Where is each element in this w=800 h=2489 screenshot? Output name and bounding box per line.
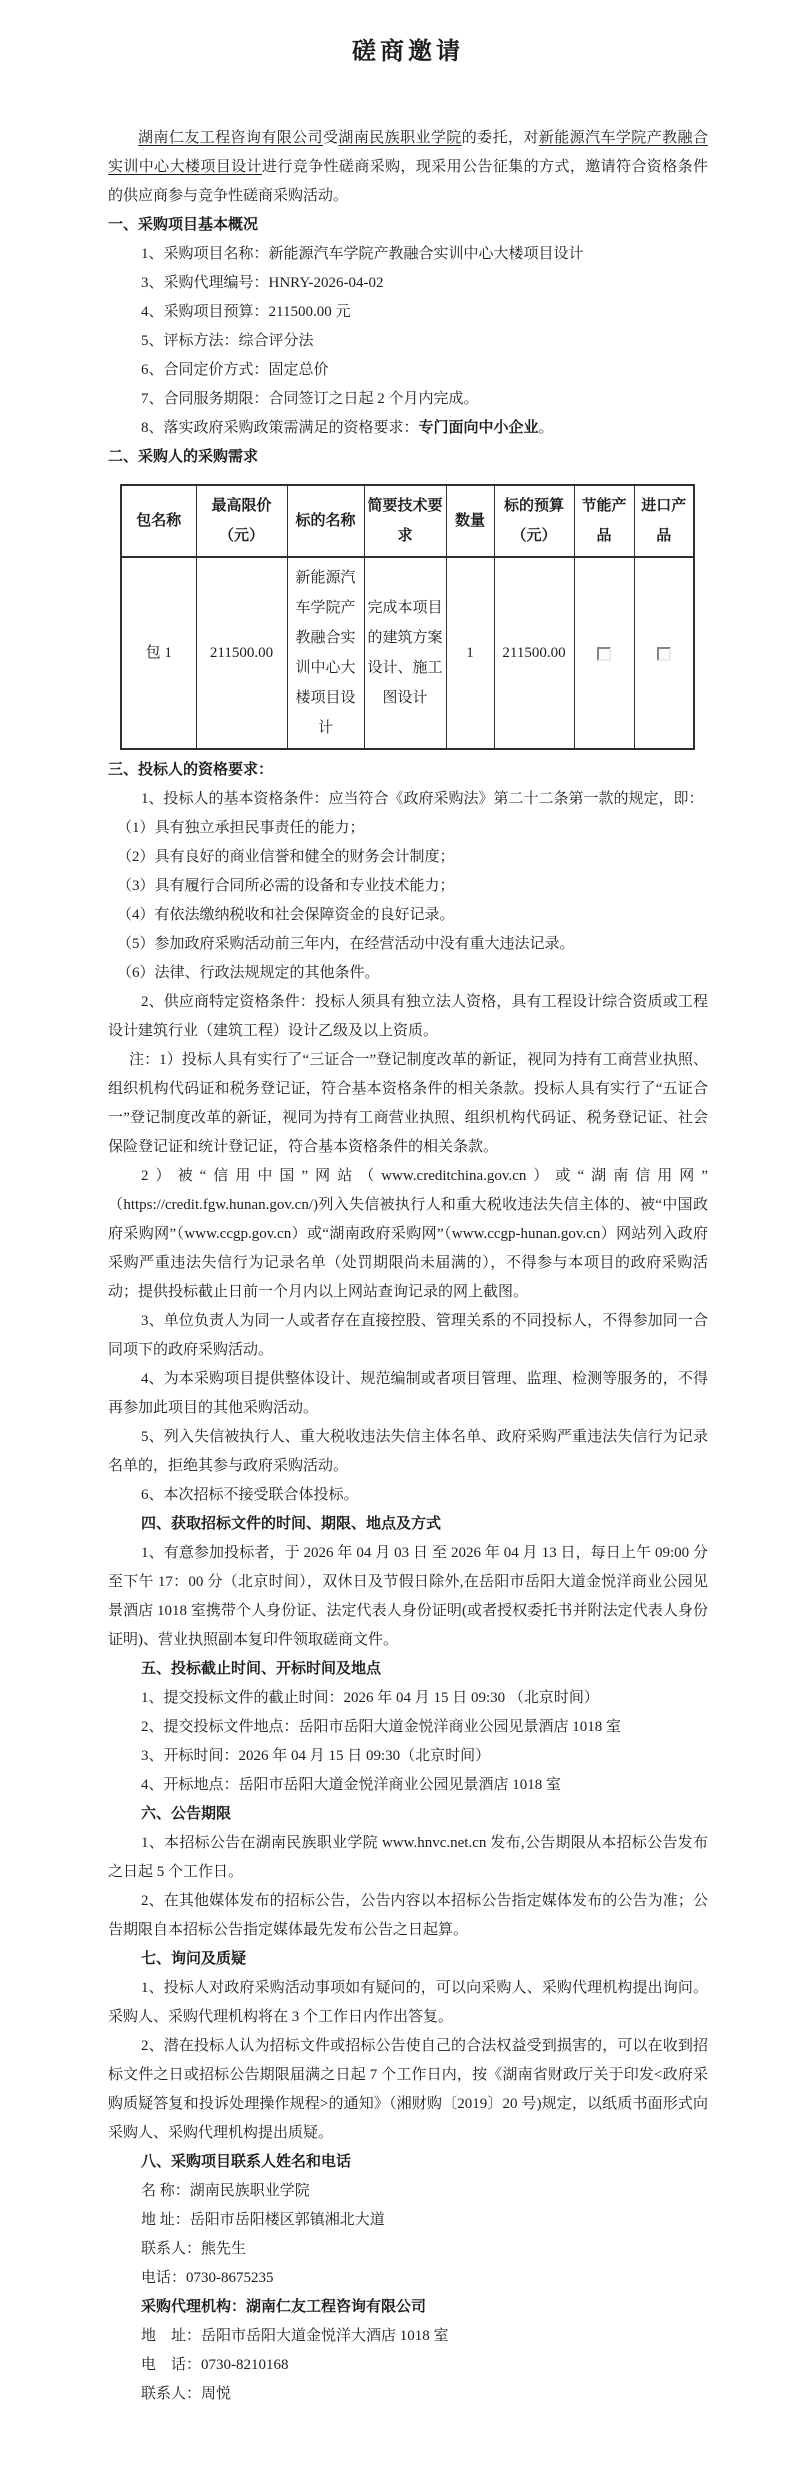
- table-row: [121, 557, 694, 749]
- cell-max-price: 211500.00: [196, 557, 287, 749]
- sub-list-item: （3）具有履行合同所必需的设备和专业技术能力；: [117, 878, 455, 894]
- buyer-address-line: 地 址：岳阳市岳阳楼区郭镇湘北大道: [141, 2212, 385, 2228]
- agency-address-line: 地 址：岳阳市岳阳大道金悦洋大酒店 1018 室: [141, 2328, 449, 2344]
- period-text: 。: [538, 420, 554, 436]
- section-qualification: [108, 756, 708, 1510]
- intro-text: 受: [322, 130, 339, 146]
- list-item: 2、在其他媒体发布的招标公告，公告内容以本招标公告指定媒体发布的公告为准；公告期限自本招标公告指定媒体最先发布公告之日起算。: [108, 1893, 708, 1938]
- intro-text: 的委托，对: [461, 130, 539, 146]
- col-header-package: 包名称: [121, 485, 196, 557]
- table-header-row: [121, 485, 694, 557]
- intro-text: 进行竞争性磋商采购，现采用公告征集的方式，邀请符合资格条件的供应商参与竞争性磋商采购活动。: [108, 159, 708, 204]
- col-header-budget: 标的预算（元）: [494, 485, 574, 557]
- section-demand: [108, 443, 708, 750]
- policy-requirement-label: 8、落实政府采购政策需满足的资格要求：: [141, 420, 419, 436]
- cell-energy-saving: [574, 557, 634, 749]
- list-item: [108, 414, 708, 443]
- cell-package: 包 1: [121, 557, 196, 749]
- list-item: 3、单位负责人为同一人或者存在直接控股、管理关系的不同投标人，不得参加同一合同项下的政府采购活动。: [108, 1313, 708, 1358]
- list-item: 1、采购项目名称：新能源汽车学院产教融合实训中心大楼项目设计: [141, 246, 584, 262]
- list-item: 2、提交投标文件地点：岳阳市岳阳大道金悦洋商业公园见景酒店 1018 室: [141, 1719, 622, 1735]
- list-item: 4、为本采购项目提供整体设计、规范编制或者项目管理、监理、检测等服务的，不得再参加此项目的其他采购活动。: [108, 1371, 708, 1416]
- list-item: 1、投标人的基本资格条件：应当符合《政府采购法》第二十二条第一款的规定，即：: [141, 791, 704, 807]
- list-item: 1、投标人对政府采购活动事项如有疑问的，可以向采购人、采购代理机构提出询问。采购人、采购代理机构将在 3 个工作日内作出答复。: [108, 1980, 708, 2025]
- energy-saving-checkbox[interactable]: [597, 647, 611, 661]
- list-item: 4、开标地点：岳阳市岳阳大道金悦洋商业公园见景酒店 1018 室: [141, 1777, 562, 1793]
- agency-heading-line: 采购代理机构：湖南仁友工程咨询有限公司: [141, 2299, 427, 2315]
- sub-list-item: （6）法律、行政法规规定的其他条件。: [117, 965, 380, 981]
- section-contacts: [108, 2148, 708, 2409]
- section-obtain-documents: [108, 1510, 708, 1655]
- list-item: 7、合同服务期限：合同签订之日起 2 个月内完成。: [141, 391, 479, 407]
- col-header-quantity: 数量: [446, 485, 494, 557]
- agency-name-underlined: 湖南仁友工程咨询有限公司: [138, 130, 323, 146]
- col-header-tech-req: 简要技术要求: [364, 485, 446, 557]
- list-item: 3、开标时间：2026 年 04 月 15 日 09:30（北京时间）: [141, 1748, 491, 1764]
- list-item: 3、采购代理编号：HNRY-2026-04-02: [141, 275, 384, 291]
- col-header-subject: 标的名称: [287, 485, 364, 557]
- list-item: 1、提交投标文件的截止时间：2026 年 04 月 15 日 09:30 （北京时间）: [141, 1690, 599, 1706]
- section-heading: 一、采购项目基本概况: [108, 217, 259, 233]
- section-overview: [108, 211, 708, 443]
- buyer-name-underlined: 湖南民族职业学院: [338, 130, 462, 146]
- buyer-name-line: 名 称：湖南民族职业学院: [141, 2183, 310, 2199]
- section-heading: 七、询问及质疑: [141, 1951, 247, 1967]
- intro-paragraph: [108, 124, 708, 211]
- list-item: 4、采购项目预算：211500.00 元: [141, 304, 351, 320]
- section-heading: 四、获取招标文件的时间、期限、地点及方式: [141, 1516, 442, 1532]
- procurement-table: [120, 484, 695, 750]
- list-item: 6、合同定价方式：固定总价: [141, 362, 329, 378]
- section-heading: 二、采购人的采购需求: [108, 449, 259, 465]
- agency-phone-line: 电 话：0730-8210168: [141, 2357, 289, 2373]
- sub-list-item: （5）参加政府采购活动前三年内，在经营活动中没有重大违法记录。: [117, 936, 575, 952]
- cell-subject: 新能源汽车学院产教融合实训中心大楼项目设计: [287, 557, 364, 749]
- sub-list-item: （4）有依法缴纳税收和社会保障资金的良好记录。: [117, 907, 455, 923]
- section-heading: 五、投标截止时间、开标时间及地点: [141, 1661, 382, 1677]
- col-header-energy-saving: 节能产品: [574, 485, 634, 557]
- note-paragraph: 注：1）投标人具有实行了“三证合一”登记制度改革的新证，视同为持有工商营业执照、组织机构代码证和税务登记证，符合基本资格条件的相关条款。投标人具有实行了“五证合一”登记制度改革的新证，视同为持有工商营业执照、组织机构代码证、税务登记证、社会保险登记证和统计登记证，符合基本资格条件的相关条款。: [108, 1052, 708, 1155]
- col-header-max-price: 最高限价（元）: [196, 485, 287, 557]
- section-heading: 三、投标人的资格要求：: [108, 762, 274, 778]
- section-heading: 六、公告期限: [141, 1806, 232, 1822]
- cell-quantity: 1: [446, 557, 494, 749]
- cell-tech-req: 完成本项目的建筑方案设计、施工图设计: [364, 557, 446, 749]
- agency-contact-line: 联系人：周悦: [141, 2386, 232, 2402]
- section-inquiry: [108, 1945, 708, 2148]
- import-product-checkbox[interactable]: [657, 647, 671, 661]
- section-deadline-opening: [108, 1655, 708, 1800]
- list-item: 5、列入失信被执行人、重大税收违法失信主体名单、政府采购严重违法失信行为记录名单的，拒绝其参与政府采购活动。: [108, 1429, 708, 1474]
- buyer-contact-line: 联系人：熊先生: [141, 2241, 247, 2257]
- list-item: 1、有意参加投标者，于 2026 年 04 月 03 日 至 2026 年 04 月 13 日，每日上午 09:00 分至下午 17：00 分（北京时间），双休日及节假日除外,在岳阳市岳阳大道金悦洋商业公园见景酒店 1018 室携带个人身份证、法定代表人身份证明(或者授权委托书并附法定代表人身份证明)、营业执照副本复印件领取磋商文件。: [108, 1545, 708, 1648]
- note-paragraph: 2）被“信用中国”网站（www.creditchina.gov.cn）或“湖南信用网”（https://credit.fgw.hunan.gov.cn/)列入失信被执行人和重大税收违法失信主体的、被“中国政府采购网”（www.ccgp.gov.cn）或“湖南政府采购网”（www.ccgp-hunan.gov.cn）网站列入政府采购严重违法失信行为记录名单（处罚期限尚未届满的），不得参与本项目的政府采购活动；提供投标截止日前一个月内以上网站查询记录的网上截图。: [108, 1168, 708, 1300]
- list-item: 6、本次招标不接受联合体投标。: [141, 1487, 359, 1503]
- col-header-import: 进口产品: [634, 485, 694, 557]
- list-item: 1、本招标公告在湖南民族职业学院 www.hnvc.net.cn 发布,公告期限从本招标公告发布之日起 5 个工作日。: [108, 1835, 708, 1880]
- document-title: 磋商邀请: [352, 39, 464, 65]
- section-heading: 八、采购项目联系人姓名和电话: [141, 2154, 352, 2170]
- cell-budget: 211500.00: [494, 557, 574, 749]
- list-item: 5、评标方法：综合评分法: [141, 333, 314, 349]
- smb-only-emphasis: 专门面向中小企业: [418, 420, 539, 436]
- list-item: 2、供应商特定资格条件：投标人须具有独立法人资格，具有工程设计综合资质或工程设计建筑行业（建筑工程）设计乙级及以上资质。: [108, 994, 708, 1039]
- buyer-phone-line: 电话：0730-8675235: [141, 2270, 274, 2286]
- project-name-underlined: 新能源汽车学院产教融合实训中心大楼项目设计: [108, 130, 708, 175]
- sub-list-item: （2）具有良好的商业信誉和健全的财务会计制度；: [117, 849, 455, 865]
- section-announcement-period: [108, 1800, 708, 1945]
- sub-list-item: （1）具有独立承担民事责任的能力；: [117, 820, 365, 836]
- list-item: 2、潜在投标人认为招标文件或招标公告使自己的合法权益受到损害的，可以在收到招标文件之日或招标公告期限届满之日起 7 个工作日内，按《湖南省财政厅关于印发<政府采购质疑答复和投诉处理操作规程>的通知》（湘财购〔2019〕20 号)规定，以纸质书面形式向采购人、采购代理机构提出质疑。: [108, 2038, 708, 2141]
- cell-import: [634, 557, 694, 749]
